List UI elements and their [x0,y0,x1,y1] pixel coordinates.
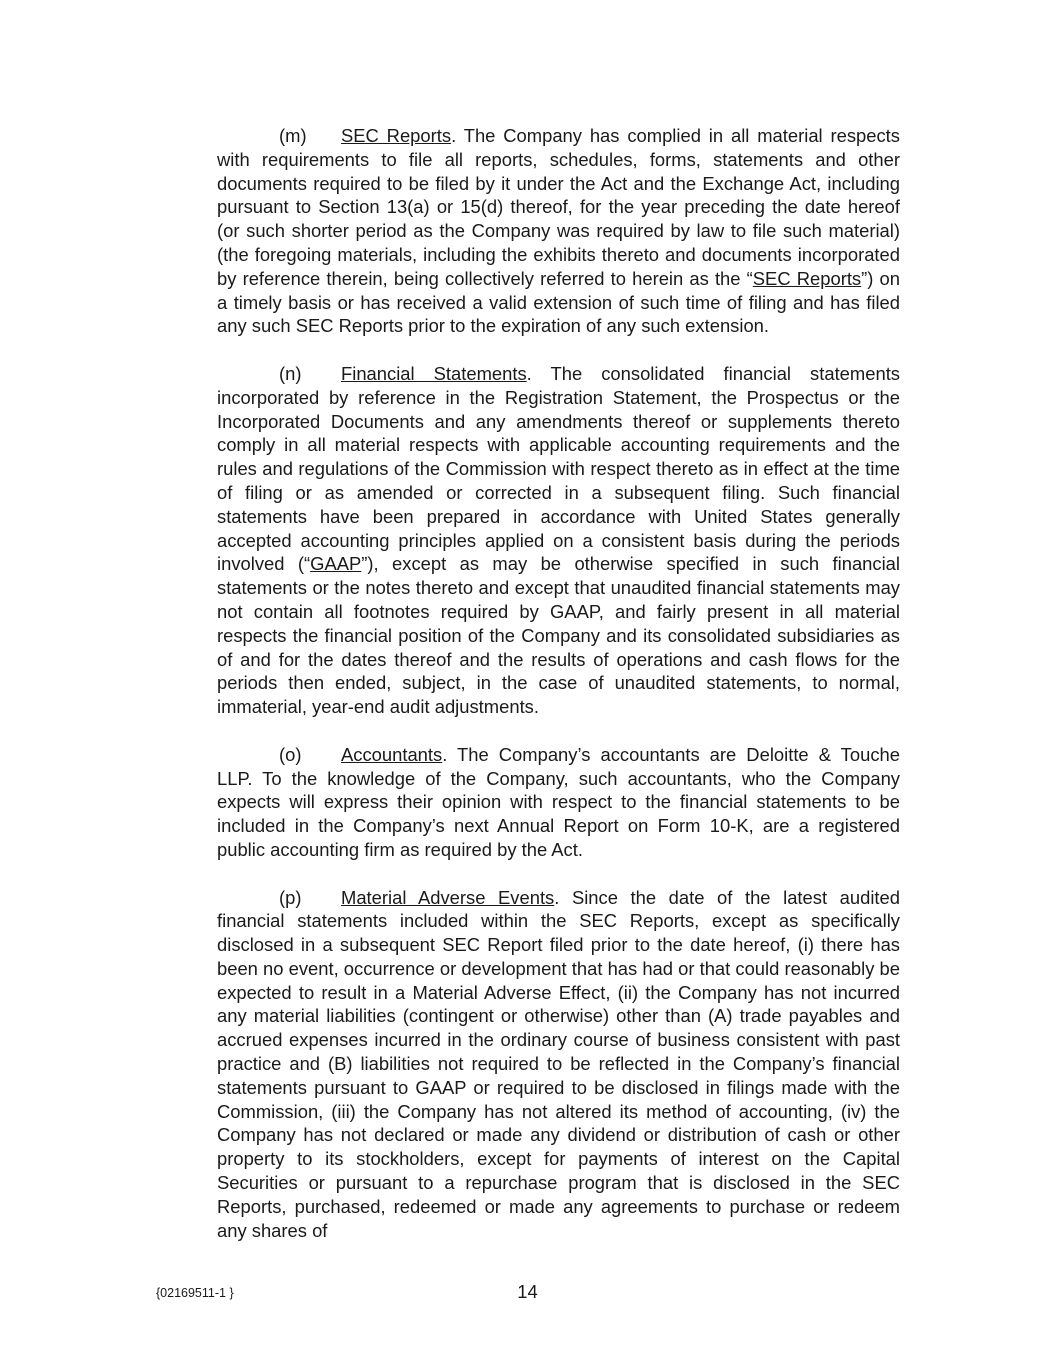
paragraph-marker: (o) [279,743,302,765]
page-number: 14 [517,1281,538,1302]
paragraph-text: . The consolidated financial statements incorporated by reference in the Registration Statement, the Prospectus or the Incorporated Documents and any amendments thereof or supplements thereto comply in all material respects with applicable accounting requirements and the rules and regulations of the Commission with respect thereto as in effect at the time of filing or as amended or corrected in a subsequent filing. Such financial statements have been prepared in accordance with United States generally accepted accounting principles applied on a consistent basis during the periods involved (“ [217,362,900,575]
paragraph-text: . The Company has complied in all material respects with requirements to file all reports, schedules, forms, statements and other documents required to be filed by it under the Act and the Exchange Act, including pursuant to Section 13(a) or 15(d) thereof, for the year preceding the date hereof (or such shorter period as the Company was required by law to file such material) (the foregoing materials, including the exhibits thereto and documents incorporated by reference therein, being collectively referred to herein as the “ [217,125,900,289]
paragraph-text: . The Company’s accountants are Deloitte & Touche LLP. To the knowledge of the Company, such accountants, who the Company expects will express their opinion with respect to the financial statements to be included in the Company’s next Annual Report on Form 10-K, are a registered public accounting firm as required by the Act. [217,743,900,860]
paragraph-sec-reports [217,124,900,338]
paragraph-text: ”) on a timely basis or has received a valid extension of such time of filing and has filed any such SEC Reports prior to the expiration of any such extension. [217,267,900,337]
footer-document-id: {02169511-1 } [156,1286,234,1300]
paragraph-material-adverse-events [217,886,900,1243]
paragraph-heading: Accountants [341,743,443,765]
paragraph-heading: Material Adverse Events [341,886,555,908]
paragraph-marker: (p) [279,886,302,908]
paragraph-marker: (n) [279,362,302,384]
paragraph-financial-statements [217,362,900,719]
paragraph-accountants [217,743,900,862]
defined-term: GAAP [310,553,362,575]
defined-term: SEC Reports [752,267,862,289]
paragraph-marker: (m) [279,125,307,146]
paragraph-heading: SEC Reports [341,125,452,146]
paragraph-text: . Since the date of the latest audited financial statements included within the SEC Reports, except as specifically disclosed in a subsequent SEC Report filed prior to the date hereof, (i) there has been no event, occurrence or development that has had or that could reasonably be expected to result in a Material Adverse Effect, (ii) the Company has not incurred any material liabilities (contingent or otherwise) other than (A) trade payables and accrued expenses incurred in the ordinary course of business consistent with past practice and (B) liabilities not required to be reflected in the Company’s financial statements pursuant to GAAP or required to be disclosed in filings made with the Commission, (iii) the Company has not altered its method of accounting, (iv) the Company has not declared or made any dividend or distribution of cash or other property to its stockholders, except for payments of interest on the Capital Securities or pursuant to a repurchase program that is disclosed in the SEC Reports, purchased, redeemed or made any agreements to purchase or redeem any shares of [217,886,900,1241]
document-body [217,124,900,1266]
paragraph-heading: Financial Statements [341,362,527,384]
paragraph-text: ”), except as may be otherwise specified in such financial statements or the notes thereto and except that unaudited financial statements may not contain all footnotes required by GAAP, and fairly present in all material respects the financial position of the Company and its consolidated subsidiaries as of and for the dates thereof and the results of operations and cash flows for the periods then ended, subject, in the case of unaudited statements, to normal, immaterial, year-end audit adjustments. [217,553,900,718]
